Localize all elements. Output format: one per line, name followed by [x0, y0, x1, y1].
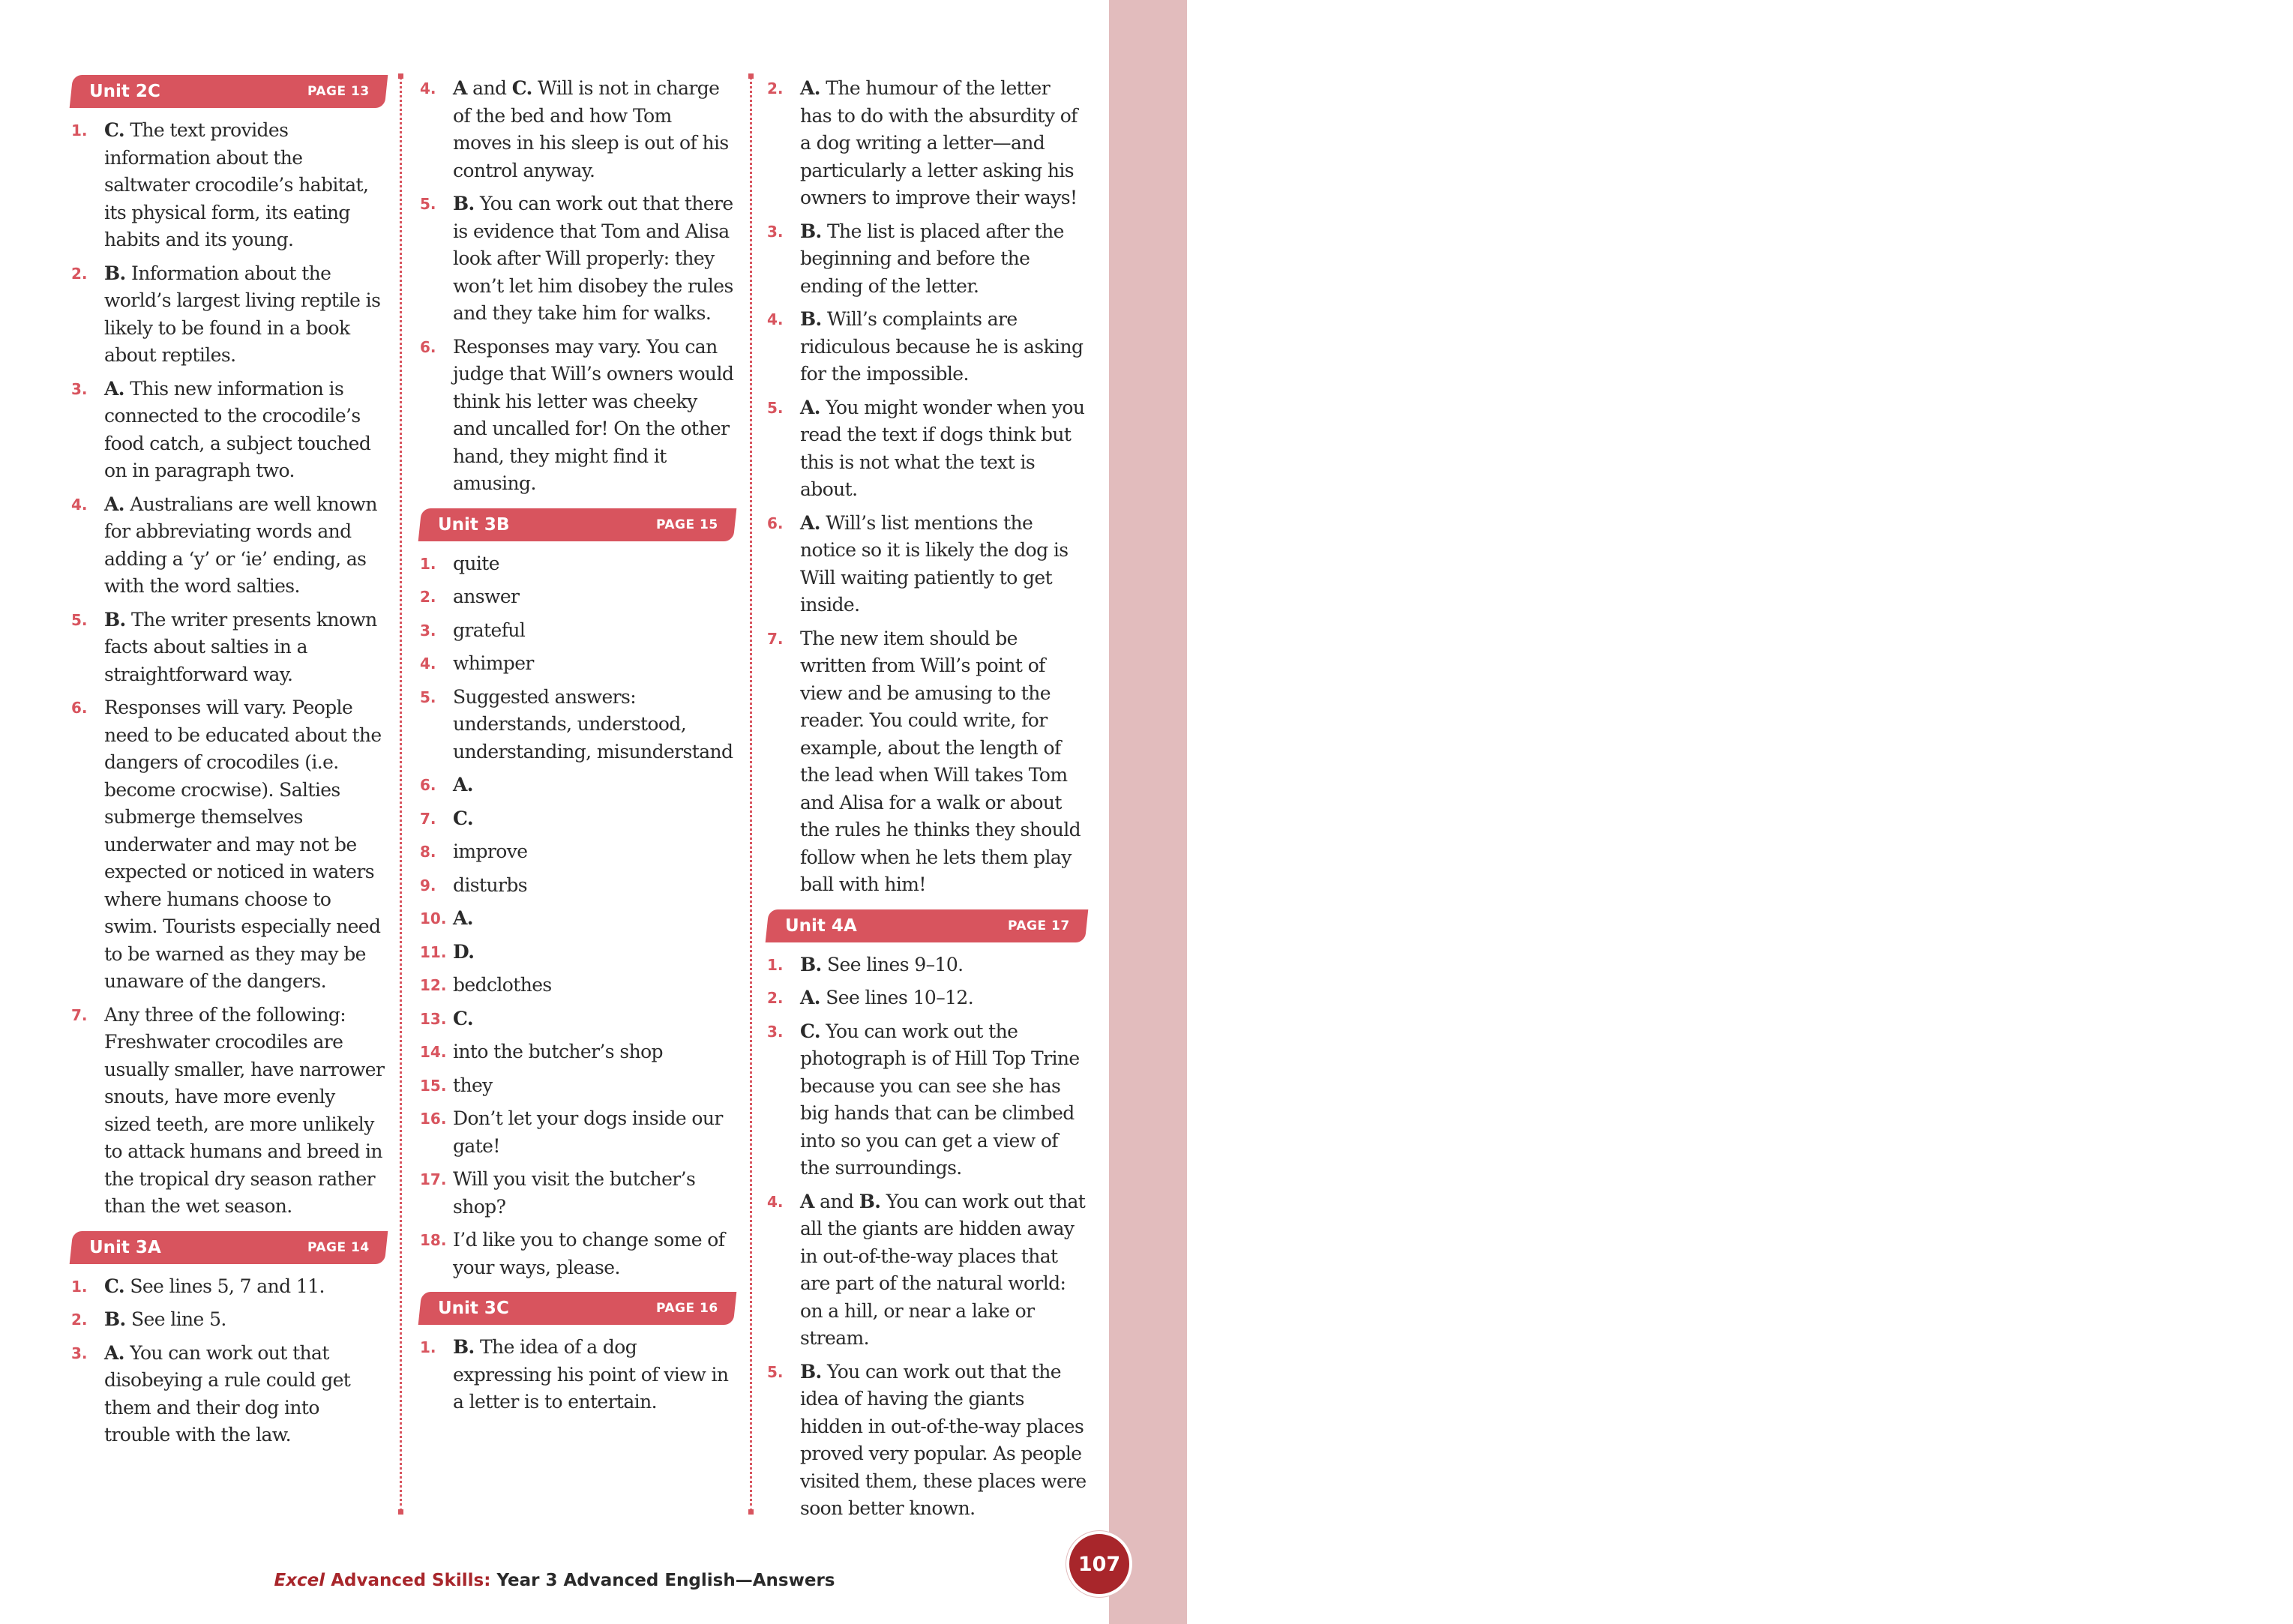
answer-number: 2.	[71, 1311, 88, 1329]
answer-text	[104, 1340, 386, 1449]
answer-item	[420, 805, 735, 833]
answer-explanation: grateful	[453, 619, 526, 641]
answer-text	[453, 1072, 735, 1100]
answer-explanation: Suggested answers: understands, understood, understanding, misunderstand	[453, 685, 733, 763]
answer-explanation: This new information is connected to the crocodile’s food catch, a subject touched on in paragraph two.	[104, 377, 371, 481]
answer-text	[800, 984, 1087, 1012]
footer-brand: Excel	[274, 1571, 325, 1590]
answer-explanation: Responses will vary. People need to be educated about the dangers of crocodiles (i.e. become crocwise). Salties submerge themselves underwater and may not be expected or noticed in waters where humans choose to swim. Tourists especially need to be warned as they may be unaware of the dangers.	[104, 697, 382, 992]
answer-number: 5.	[767, 1362, 784, 1381]
answer-letter: A	[800, 1190, 814, 1212]
answer-text	[453, 1105, 735, 1160]
answer-explanation: into the butcher’s shop	[453, 1041, 663, 1062]
answer-explanation: The text provides information about the saltwater crocodile’s habitat, its physical form, its eating habits and its young.	[104, 119, 369, 250]
unit-header	[766, 909, 1089, 942]
answer-explanation: Will is not in charge of the bed and how Tom moves in his sleep is out of his control anyway.	[453, 77, 729, 181]
answer-number: 7.	[71, 1005, 88, 1024]
unit-title: Unit 3C	[438, 1299, 509, 1318]
answer-item	[420, 1166, 735, 1221]
answer-letter: B.	[453, 193, 475, 214]
answer-number: 7.	[767, 629, 784, 648]
answer-explanation: they	[453, 1074, 493, 1096]
answer-list	[420, 550, 735, 1282]
answer-text	[104, 1306, 386, 1334]
answer-text	[453, 805, 735, 833]
answer-explanation: You can work out the photograph is of Hill Top Trine because you can see she has big hands that can be climbed into so you can get a view of the surroundings.	[800, 1020, 1080, 1179]
answer-explanation: The list is placed after the beginning and before the ending of the letter.	[800, 220, 1064, 297]
answer-number: 1.	[71, 121, 88, 139]
answer-text	[104, 694, 386, 996]
answer-list	[71, 1273, 386, 1449]
answer-item	[420, 75, 735, 184]
answer-item	[767, 625, 1087, 899]
answer-item	[420, 972, 735, 999]
answer-item	[420, 1334, 735, 1416]
answer-list	[420, 75, 735, 498]
answer-number: 5.	[420, 195, 436, 213]
answer-text	[453, 1334, 735, 1416]
answer-number: 6.	[71, 699, 88, 717]
answer-text	[453, 1227, 735, 1281]
answer-item	[71, 376, 386, 485]
answer-letter: C.	[453, 807, 473, 829]
answer-explanation: You can work out that all the giants are hidden away in out-of-the-way places that are part of the natural world: on a hill, or near a lake or stream.	[800, 1190, 1086, 1349]
answer-number: 17.	[420, 1170, 447, 1188]
answer-explanation: Information about the world’s largest living reptile is likely to be found in a book about reptiles.	[104, 262, 381, 366]
answer-item	[420, 583, 735, 611]
answer-number: 4.	[420, 655, 436, 673]
answer-explanation: and	[466, 77, 512, 99]
answer-text	[453, 190, 735, 328]
answer-letter: C.	[453, 1007, 473, 1029]
answer-explanation: You can work out that there is evidence that Tom and Alisa look after Will properly: they won’t let him disobey the rules and they take him for walks.	[453, 193, 733, 324]
answer-explanation: Will you visit the butcher’s shop?	[453, 1168, 696, 1218]
answer-text	[800, 394, 1087, 504]
answer-letter: C.	[800, 1020, 820, 1042]
answer-item	[767, 394, 1087, 504]
answer-item	[767, 1188, 1087, 1353]
answer-item	[420, 1005, 735, 1033]
answer-number: 6.	[420, 337, 436, 356]
answer-number: 10.	[420, 909, 447, 927]
answer-number: 3.	[767, 1022, 784, 1041]
answer-number: 1.	[420, 1338, 436, 1356]
answer-number: 2.	[420, 588, 436, 606]
answer-text	[104, 607, 386, 689]
unit-title: Unit 3B	[438, 514, 510, 535]
answer-text	[104, 491, 386, 601]
answer-explanation: The writer presents known facts about salties in a straightforward way.	[104, 608, 377, 685]
answer-item	[420, 872, 735, 900]
unit-header	[70, 1231, 388, 1264]
answer-explanation: Don’t let your dogs inside our gate!	[453, 1107, 723, 1157]
answer-letter: A.	[800, 77, 820, 99]
answer-item	[420, 617, 735, 645]
answer-letter: A.	[800, 396, 820, 418]
page-number: 107	[1078, 1552, 1121, 1576]
answer-explanation: disturbs	[453, 873, 527, 896]
answer-number: 12.	[420, 976, 447, 994]
answer-letter: C.	[104, 1275, 124, 1297]
answer-text	[104, 376, 386, 485]
answer-number: 3.	[420, 621, 436, 640]
sidebar-label: ANSWERS	[2221, 553, 2293, 1014]
answer-text	[453, 1005, 735, 1033]
unit-page-ref: PAGE 17	[1008, 918, 1070, 933]
answer-item	[420, 1227, 735, 1281]
answer-item	[767, 1359, 1087, 1523]
answer-list	[767, 951, 1087, 1523]
answer-text	[800, 951, 1087, 979]
answer-column-3	[767, 75, 1087, 1533]
answer-number: 3.	[767, 222, 784, 241]
answer-text	[104, 260, 386, 370]
answer-number: 3.	[71, 1344, 88, 1362]
answer-number: 5.	[420, 688, 436, 706]
answer-item	[767, 218, 1087, 301]
unit-header	[418, 508, 737, 541]
unit-title: Unit 2C	[89, 82, 160, 101]
answer-text	[453, 838, 735, 866]
answer-letter: C.	[104, 119, 124, 141]
answer-list	[420, 1334, 735, 1416]
answer-number: 11.	[420, 942, 447, 961]
answer-number: 8.	[420, 843, 436, 861]
answer-number: 13.	[420, 1009, 447, 1028]
answer-item	[767, 75, 1087, 212]
answer-text	[104, 1002, 386, 1221]
answer-text	[800, 510, 1087, 619]
answer-number: 6.	[420, 776, 436, 794]
answer-number: 2.	[767, 989, 784, 1007]
answer-explanation: I’d like you to change some of your ways, please.	[453, 1229, 725, 1278]
answer-letter: C.	[511, 77, 532, 99]
answer-item	[420, 334, 735, 498]
answer-explanation: Will’s complaints are ridiculous because he is asking for the impossible.	[800, 308, 1084, 385]
answer-item	[71, 1340, 386, 1449]
answer-number: 14.	[420, 1043, 447, 1061]
answer-letter: A.	[800, 511, 820, 534]
answers-sidebar	[1109, 0, 2293, 1624]
answer-number: 16.	[420, 1110, 447, 1128]
answer-explanation: Any three of the following: Freshwater crocodiles are usually smaller, have narrower snouts, have more evenly sized teeth, are more unlikely to attack humans and breed in the tropical dry season rather than the wet season.	[104, 1003, 385, 1217]
answer-explanation: Responses may vary. You can judge that Will’s owners would think his letter was cheeky and uncalled for! On the other hand, they might find it amusing.	[453, 335, 734, 494]
answer-item	[420, 1072, 735, 1100]
footer-series: Advanced Skills:	[331, 1571, 491, 1590]
answer-number: 2.	[767, 79, 784, 97]
answer-letter: A.	[453, 907, 473, 929]
answer-item	[767, 951, 1087, 979]
answer-item	[71, 491, 386, 601]
unit-title: Unit 3A	[89, 1237, 161, 1257]
unit-page-ref: PAGE 15	[656, 517, 718, 532]
answer-item	[71, 1273, 386, 1301]
answer-item	[420, 772, 735, 799]
answer-number: 6.	[767, 514, 784, 532]
answer-explanation: quite	[453, 552, 499, 574]
answer-item	[420, 905, 735, 933]
answer-item	[420, 838, 735, 866]
answer-item	[420, 190, 735, 328]
answer-text	[453, 75, 735, 184]
answer-explanation: Australians are well known for abbreviating words and adding a ‘y’ or ‘ie’ ending, as with the word salties.	[104, 493, 377, 597]
answer-letter: B.	[104, 262, 126, 284]
answer-item	[71, 1002, 386, 1221]
answer-text	[453, 905, 735, 933]
answer-explanation: You can work out that the idea of having the giants hidden in out-of-the-way places proved very popular. As people visited them, these places were soon better known.	[800, 1360, 1087, 1519]
answer-number: 2.	[71, 264, 88, 283]
answer-explanation: bedclothes	[453, 974, 552, 996]
answer-explanation: See line 5.	[125, 1308, 226, 1330]
answer-text	[800, 1359, 1087, 1523]
answer-text	[453, 872, 735, 900]
answer-number: 15.	[420, 1076, 447, 1095]
answer-column-2	[420, 75, 735, 1427]
answer-explanation: You might wonder when you read the text if dogs think but this is not what the text is about.	[800, 396, 1085, 500]
answer-item	[767, 1018, 1087, 1182]
answer-item	[71, 1306, 386, 1334]
unit-page-ref: PAGE 13	[307, 84, 370, 99]
answer-explanation: Will’s list mentions the notice so it is likely the dog is Will waiting patiently to get inside.	[800, 511, 1069, 616]
unit-header	[418, 1292, 737, 1325]
answer-text	[453, 650, 735, 678]
unit-page-ref: PAGE 16	[656, 1301, 718, 1316]
answer-text	[453, 617, 735, 645]
answer-number: 7.	[420, 809, 436, 828]
answer-item	[767, 510, 1087, 619]
answer-letter: A	[453, 77, 467, 99]
answer-number: 9.	[420, 876, 436, 894]
answer-item	[71, 607, 386, 689]
answer-text	[104, 117, 386, 254]
answer-text	[453, 583, 735, 611]
answer-letter: A.	[800, 987, 820, 1008]
answer-explanation: improve	[453, 840, 528, 862]
unit-header	[70, 75, 388, 108]
answer-text	[453, 939, 735, 966]
answer-letter: B.	[104, 1308, 126, 1330]
answer-item	[420, 550, 735, 578]
answer-explanation: answer	[453, 586, 520, 607]
answer-explanation: See lines 5, 7 and 11.	[124, 1275, 325, 1297]
answer-letter: D.	[453, 940, 475, 963]
answer-explanation: See lines 9–10.	[821, 953, 964, 975]
answer-item	[420, 1038, 735, 1066]
answer-text	[800, 218, 1087, 301]
answer-letter: B.	[800, 308, 822, 330]
answer-list	[767, 75, 1087, 899]
answer-item	[71, 117, 386, 254]
answer-list	[71, 117, 386, 1221]
answer-text	[104, 1273, 386, 1301]
answer-text	[800, 1018, 1087, 1182]
answer-number: 5.	[767, 398, 784, 417]
answer-number: 5.	[71, 610, 88, 629]
answer-number: 1.	[420, 554, 436, 573]
unit-page-ref: PAGE 14	[307, 1239, 370, 1255]
answer-letter: A.	[453, 774, 473, 796]
unit-title: Unit 4A	[785, 915, 857, 936]
answer-letter: A.	[104, 377, 124, 400]
answer-item	[420, 939, 735, 966]
column-divider-2	[750, 76, 752, 1512]
footer-title: Year 3 Advanced English—Answers	[496, 1571, 835, 1590]
answer-text	[453, 684, 735, 766]
answer-letter: B.	[453, 1336, 475, 1358]
answer-item	[420, 1105, 735, 1160]
answer-number: 4.	[767, 310, 784, 328]
answer-number: 18.	[420, 1231, 447, 1249]
answer-letter: A.	[104, 493, 124, 515]
answer-number: 4.	[420, 79, 436, 97]
answer-text	[800, 75, 1087, 212]
answer-explanation: The idea of a dog expressing his point of view in a letter is to entertain.	[453, 1336, 729, 1413]
answer-explanation: You can work out that disobeying a rule could get them and their dog into trouble with the law.	[104, 1341, 351, 1446]
answer-item	[420, 684, 735, 766]
answer-letter: B.	[800, 220, 822, 242]
answer-text	[453, 550, 735, 578]
answer-explanation: See lines 10–12.	[820, 987, 974, 1008]
answer-letter: B.	[800, 1360, 822, 1383]
answer-explanation: The new item should be written from Will’s point of view and be amusing to the reader. You could write, for example, about the length of the lead when Will takes Tom and Alisa for a walk or about the rules he thinks they should follow when he lets them play ball with him!	[800, 627, 1081, 895]
answer-item	[767, 984, 1087, 1012]
answer-number: 1.	[71, 1277, 88, 1296]
column-divider-1	[400, 76, 402, 1512]
answer-letter: A.	[104, 1341, 124, 1364]
answer-text	[800, 306, 1087, 388]
answer-text	[453, 1166, 735, 1221]
answer-text	[453, 972, 735, 999]
answer-explanation: whimper	[453, 652, 534, 674]
answer-text	[800, 1188, 1087, 1353]
answer-letter: B.	[859, 1190, 881, 1212]
answer-text	[453, 772, 735, 799]
answer-explanation: The humour of the letter has to do with the absurdity of a dog writing a letter—and particularly a letter asking his owners to improve their ways!	[800, 77, 1078, 208]
answer-text	[453, 1038, 735, 1066]
answer-item	[767, 306, 1087, 388]
answer-text	[800, 625, 1087, 899]
answer-text	[453, 334, 735, 498]
answer-letter: B.	[800, 953, 822, 975]
answer-number: 1.	[767, 955, 784, 974]
footer	[0, 1571, 1109, 1590]
answer-column-1	[71, 75, 386, 1460]
answer-letter: B.	[104, 608, 126, 631]
answer-number: 4.	[71, 495, 88, 514]
answer-explanation: and	[814, 1190, 859, 1212]
answer-item	[71, 260, 386, 370]
answer-item	[420, 650, 735, 678]
answer-number: 3.	[71, 379, 88, 398]
answer-number: 4.	[767, 1192, 784, 1211]
answer-item	[71, 694, 386, 996]
